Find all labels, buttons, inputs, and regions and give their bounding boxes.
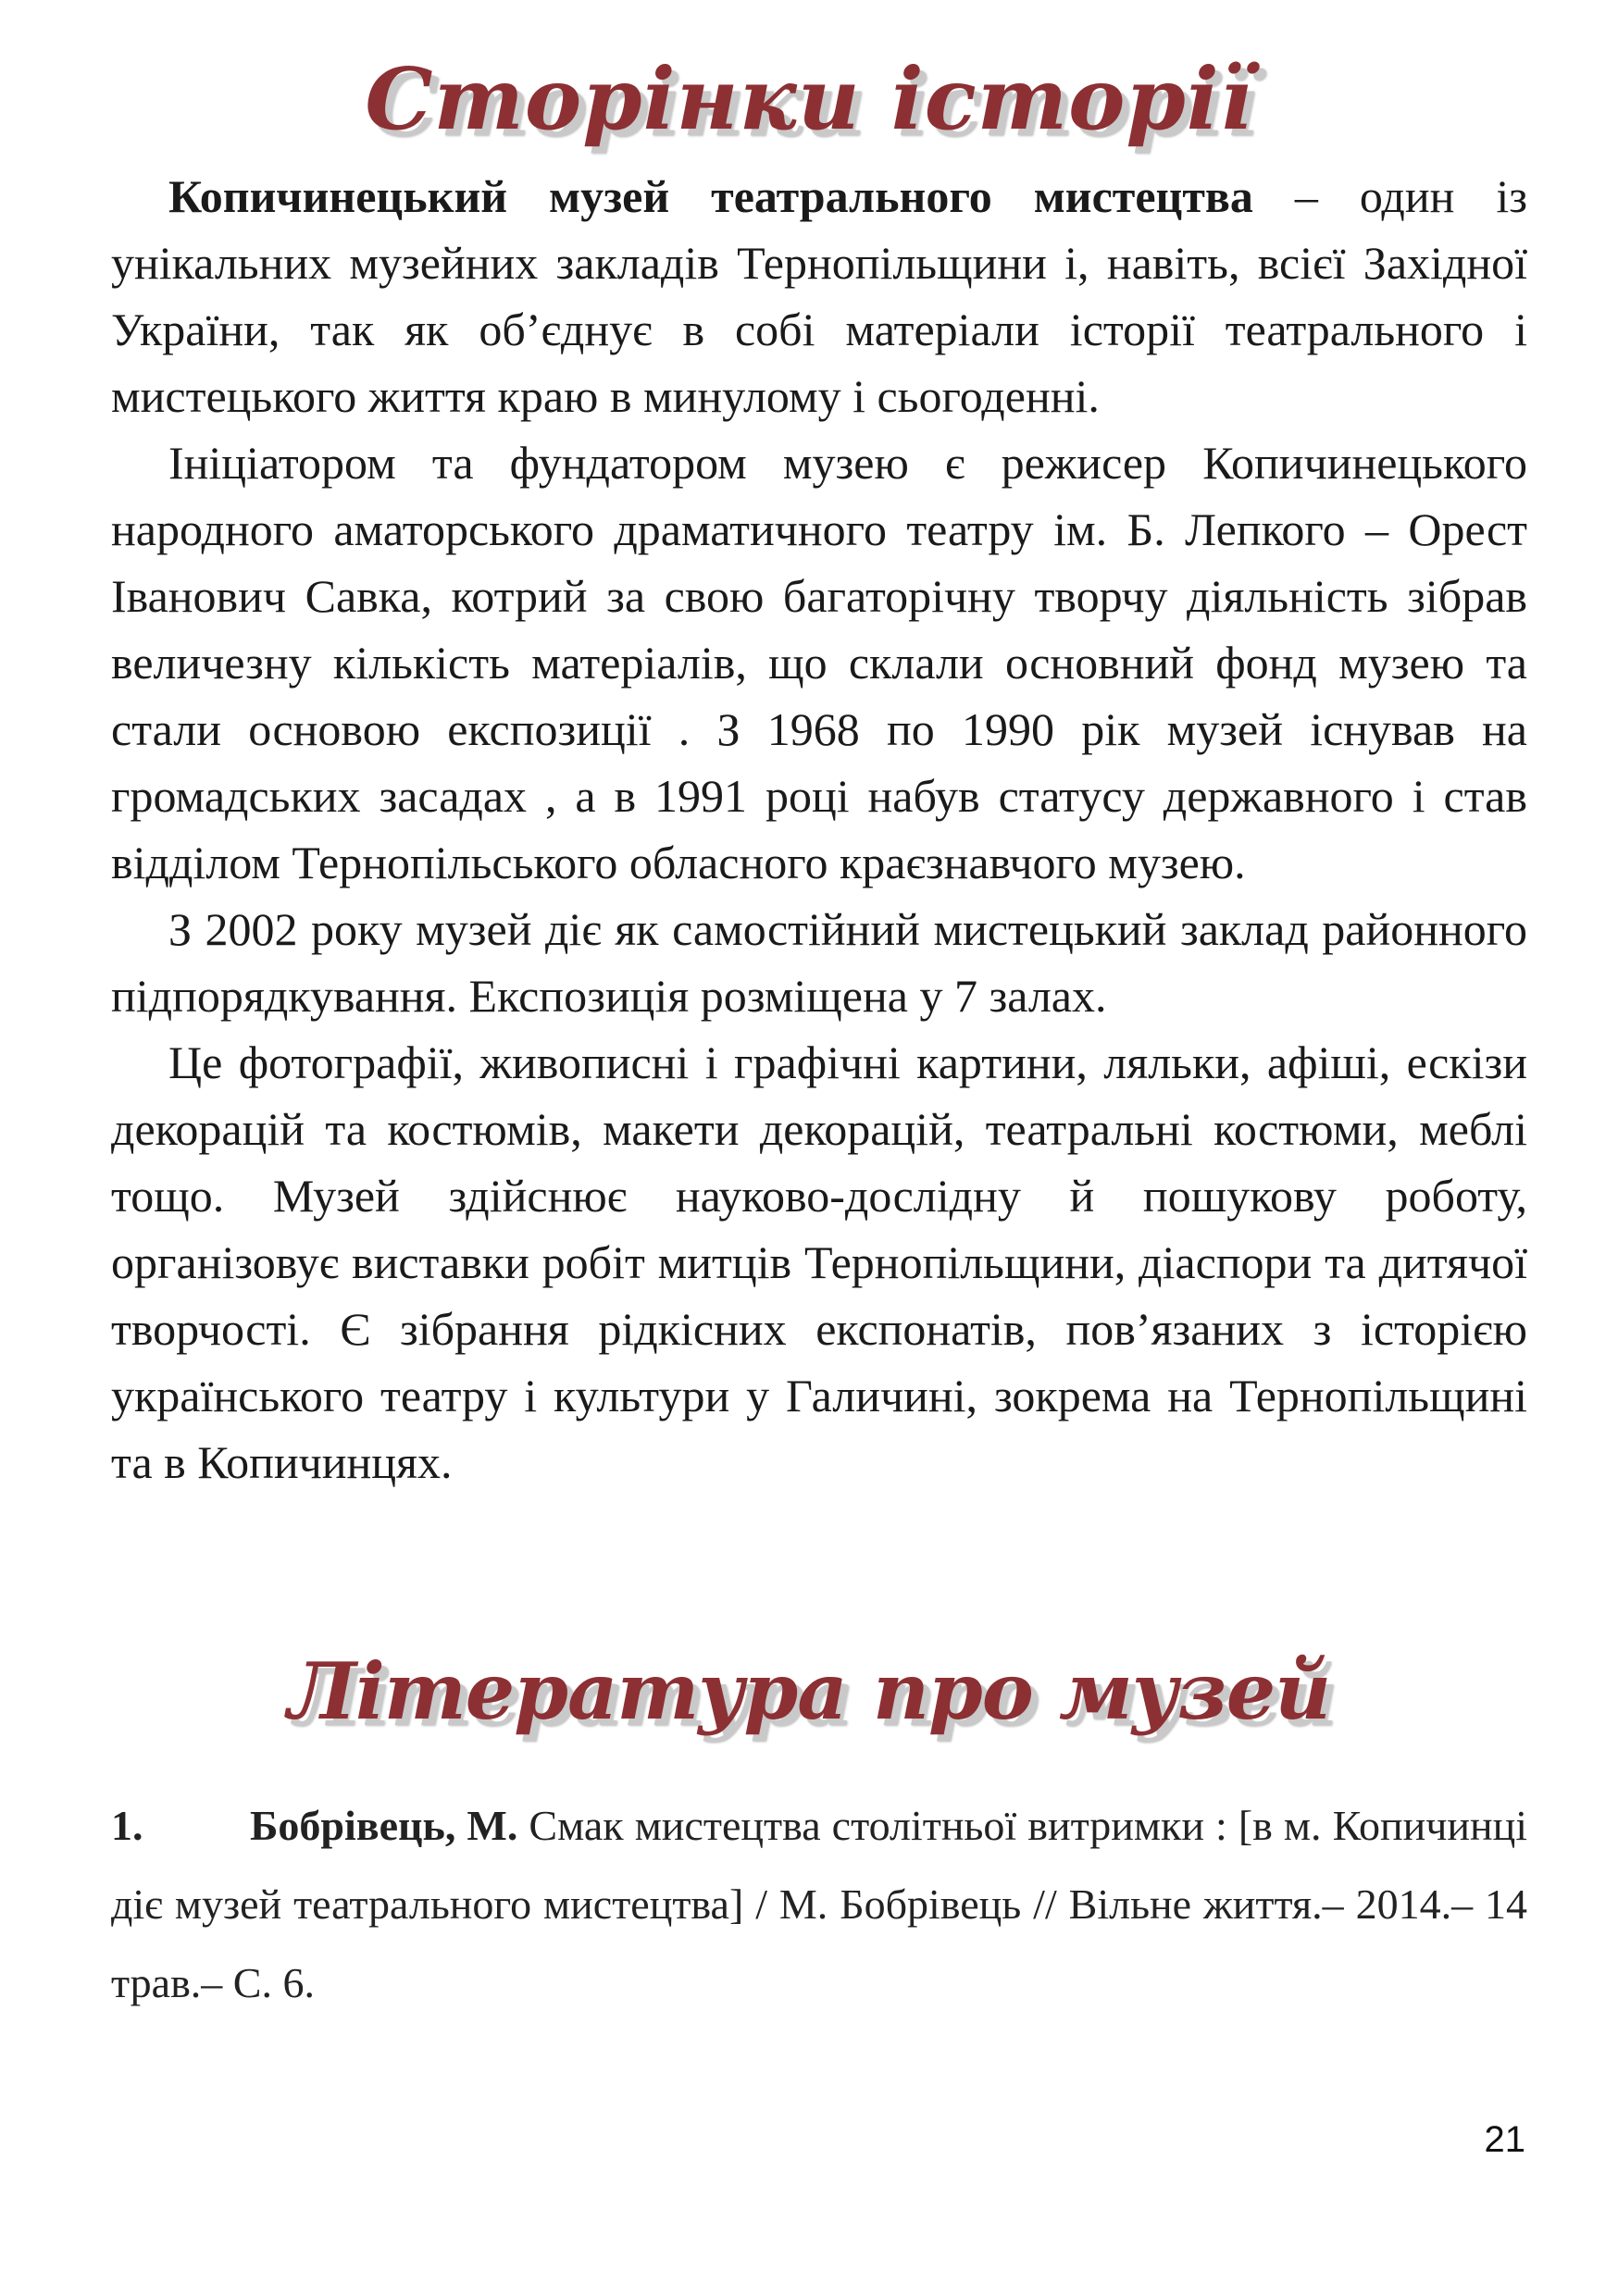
paragraph-2: Ініціатором та фундатором музею є режисер Копичинецького народного аматорського драматичного театру ім. Б. Лепкого – Орест Іванович Савка, котрий за свою багаторічну творчу діяльність зібрав величезну кількість матеріалів, що склали основний фонд музею та стали основою експозиції . З 1968 по 1990 рік музей існував на громадських засадах , а в 1991 році набув статусу державного і став відділом Тернопільського обласного краєзнавчого музею. bbox=[111, 437, 1527, 888]
paragraph-3: З 2002 року музей діє як самостійний мистецький заклад районного підпорядкування. Експозиція розміщена у 7 залах. bbox=[111, 903, 1527, 1022]
body-text bbox=[111, 163, 1527, 1496]
paragraph-1-lead: Копичинецький музей театрального мистецтва bbox=[168, 170, 1253, 222]
paragraph-4: Це фотографії, живописні і графічні картини, ляльки, афіші, ескізи декорацій та костюмів, макети декорацій, театральні костюми, меблі тощо. Музей здійснює науково-дослідну й пошукову роботу, організовує виставки робіт митців Тернопільщини, діаспори та дитячої творчості. Є зібрання рідкісних експонатів, пов’язаних з історією українського театру і культури у Галичині, зокрема на Тернопільщині та в Копичинцях. bbox=[111, 1036, 1527, 1488]
reference-text: Смак мистецтва столітньої витримки : [в м. Копичинці діє музей театрального мистецтва] / М. Бобрівець // Вільне життя.– 2014.– 14 трав.– С. 6. bbox=[111, 1802, 1527, 2006]
paragraph-1 bbox=[111, 163, 1527, 429]
paragraph-1-text: – один із унікальних музейних закладів Тернопільщини і, навіть, всієї Західної України, так як об’єднує в собі матеріали історії театрального і мистецького життя краю в минулому і сьогоденні. bbox=[111, 170, 1527, 422]
reference-number: 1. bbox=[111, 1802, 143, 1849]
section-title: Сторінки історії bbox=[365, 49, 1253, 149]
page-number: 21 bbox=[1484, 2119, 1525, 2160]
literature-title: Література про музей bbox=[287, 1645, 1331, 1737]
reference-item bbox=[111, 1786, 1527, 2022]
reference-author: Бобрівець, М. bbox=[250, 1802, 518, 1849]
